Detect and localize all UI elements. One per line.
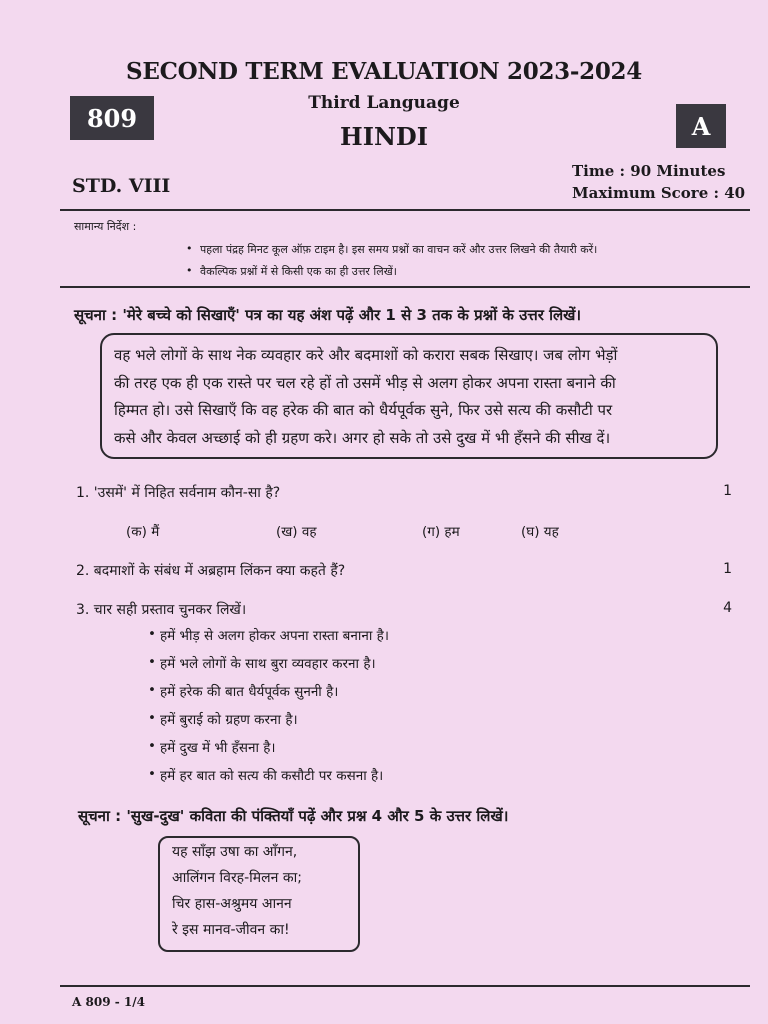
section1-note: सूचना : 'मेरे बच्चे को सिखाएँ' पत्र का यह अंश पढ़ें और 1 से 3 तक के प्रश्नों के उत्तर लिखें।	[74, 306, 582, 324]
instruction-item: • वैकल्पिक प्रश्नों में से किसी एक का ही उत्तर लिखें।	[200, 264, 397, 279]
poem-line: आलिंगन विरह-मिलन का;	[172, 870, 302, 886]
set-badge: A	[676, 104, 726, 148]
passage-line: हिम्मत हो। उसे सिखाएँ कि वह हरेक की बात को धैर्यपूर्वक सुने, फिर उसे सत्य की कसौटी पर	[114, 401, 613, 419]
passage-line: की तरह एक ही एक रास्ते पर चल रहे हों तो उसमें भीड़ से अलग होकर अपना रास्ता बनाने की	[114, 373, 616, 392]
question-1: 1. 'उसमें' में निहित सर्वनाम कौन-सा है?	[76, 485, 281, 501]
question-3-marks: 4	[723, 600, 732, 616]
exam-title: SECOND TERM EVALUATION 2023-2024	[126, 58, 642, 85]
time-label: Time : 90 Minutes	[572, 162, 726, 180]
question-1-marks: 1	[723, 483, 732, 499]
question-2-marks: 1	[723, 561, 732, 577]
statement-item: • हमें हर बात को सत्य की कसौटी पर कसना है।	[160, 766, 383, 784]
general-instructions-title: सामान्य निर्देश :	[74, 220, 137, 233]
instruction-item: • पहला पंद्रह मिनट कूल ऑफ़ टाइम है। इस समय प्रश्नों का वाचन करें और उत्तर लिखने की तैयारी करें।	[200, 242, 597, 257]
statement-item: • हमें दुख में भी हँसना है।	[160, 738, 276, 756]
statement-item: • हमें बुराई को ग्रहण करना है।	[160, 710, 298, 728]
question-3: 3. चार सही प्रस्ताव चुनकर लिखें।	[76, 602, 247, 618]
section2-note: सूचना : 'सुख-दुख' कविता की पंक्तियाँ पढ़ें और प्रश्न 4 और 5 के उत्तर लिखें।	[78, 807, 509, 825]
paper-code-badge: 809	[70, 96, 154, 140]
footer-divider	[60, 985, 750, 987]
statement-item: • हमें हरेक की बात धैर्यपूर्वक सुननी है।	[160, 682, 338, 700]
subject-label: Third Language	[308, 93, 460, 113]
max-score-label: Maximum Score : 40	[572, 184, 746, 202]
passage-line: कसे और केवल अच्छाई को ही ग्रहण करे। अगर हो सके तो उसे दुख में भी हँसने की सीख दें।	[114, 428, 611, 447]
page-footer: A 809 - 1/4	[72, 995, 145, 1009]
statement-item: • हमें भले लोगों के साथ बुरा व्यवहार करना है।	[160, 654, 376, 672]
divider	[60, 286, 750, 288]
passage-line: वह भले लोगों के साथ नेक व्यवहार करे और बदमाशों को करारा सबक सिखाए। जब लोग भेड़ों	[114, 346, 618, 364]
divider	[60, 209, 750, 211]
option-a: (क) मैं	[126, 524, 160, 540]
poem-line: चिर हास-अश्रुमय आनन	[172, 896, 292, 912]
option-d: (घ) यह	[521, 524, 559, 540]
option-c: (ग) हम	[422, 524, 460, 540]
poem-line: रे इस मानव-जीवन का!	[172, 922, 290, 938]
poem-line: यह साँझ उषा का आँगन,	[172, 844, 298, 860]
option-b: (ख) वह	[276, 524, 317, 540]
language-title: HINDI	[340, 122, 428, 151]
statement-item: • हमें भीड़ से अलग होकर अपना रास्ता बनाना है।	[160, 626, 389, 644]
passage-text	[114, 342, 710, 452]
std-label: STD. VIII	[72, 175, 171, 197]
question-2: 2. बदमाशों के संबंध में अब्रहाम लिंकन क्या कहते हैं?	[76, 563, 346, 579]
